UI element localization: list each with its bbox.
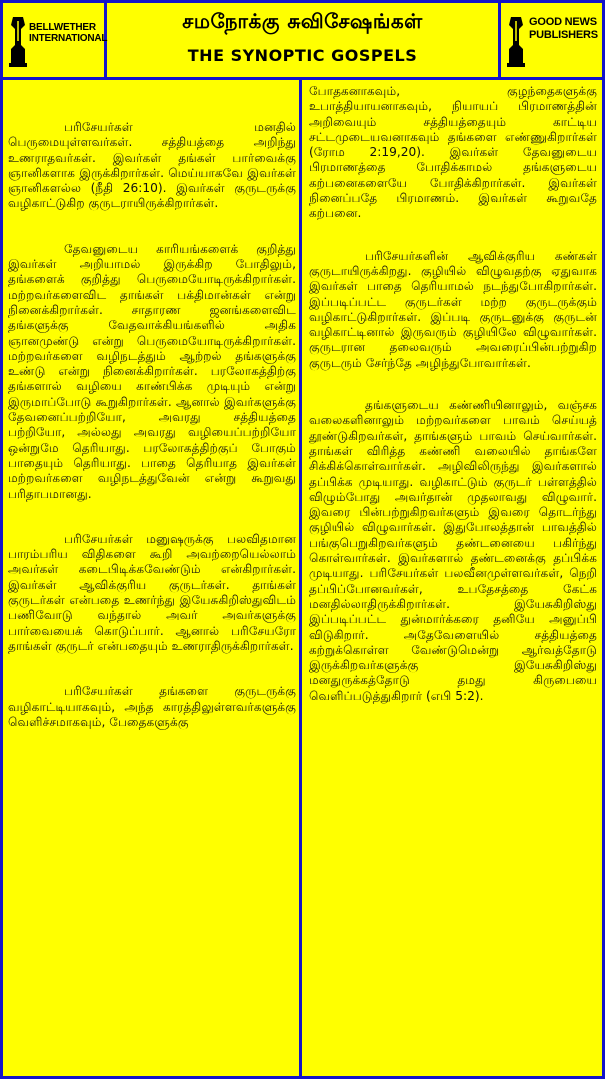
left-column (8, 84, 296, 730)
page-title-english: THE SYNOPTIC GOSPELS (187, 46, 418, 65)
paragraph: பரிசேயர்களின் ஆவிக்குரிய கண்கள் குருடாயிருக்கிறது. குழியில் விழுவதற்கு ஏதுவாக இவர்கள் பாதை தெரியாமல் நடந்துபோகிறார்கள். இப்படிப்பட்ட குருடர்கள் மற்ற குருடருக்கும் வழிகாட்டுகிறார்கள். இப்படி குருடனுக்கு குருடன் வழிகாட்டினால் இருவரும் குழியிலே விழுவார்கள். குருடரான தலைவரும் அவரைப்பின்பற்றுகிற குருடரும் சேர்ந்தே அழிந்துபோவார்கள். (309, 248, 597, 370)
publisher-logo-left (3, 3, 107, 77)
paragraph: பரிசேயர்கள் தங்களை குருடருக்கு வழிகாட்டியாகவும், அந்த காரத்திலுள்ளவர்களுக்கு வெளிச்சமாகவும், பேதைகளுக்கு (8, 684, 296, 729)
page-title-tamil: சமநோக்கு சுவிசேஷங்கள் (182, 9, 423, 33)
header (0, 0, 605, 80)
pen-nib-logo-icon (505, 15, 527, 69)
paragraph: பரிசேயர்கள் மனதில் பெருமையுள்ளவர்கள். சத்தியத்தை அறிந்து உணராதவர்கள். இவர்கள் தங்கள் பார்வைக்கு ஞானிகளாக இருக்கிறார்கள். மெய்யாகவே இவர்கள் ஞானிகளல்ல (நீதி 26:10). இவர்கள் குருடருக்கு வழிகாட்டுகிற குருடராயிருக்கிறார்கள். (8, 120, 296, 211)
publisher-name-right: GOOD NEWS PUBLISHERS (529, 16, 598, 41)
column-divider (299, 80, 302, 1076)
paragraph: பரிசேயர்கள் மனுஷருக்கு பலவிதமான பாரம்பரிய விதிகளை கூறி அவற்றையெல்லாம் அவர்கள் கடைபிடிக்கவேண்டும் என்கிறார்கள். இவர்கள் ஆவிக்குரிய குருடர்கள். தாங்கள் குருடர்கள் என்பதை உணர்ந்து இயேசுகிறிஸ்துவிடம் பணிவோடு வந்தால் அவர் அவர்களுக்கு பார்வையைக் கொடுப்பார். ஆனால் பரிசேயரோ தாங்கள் குருடர் என்பதையும் உணராதிருக்கிறார்கள். (8, 531, 296, 653)
paragraph: தேவனுடைய காரியங்களைக் குறித்து இவர்கள் அறியாமல் இருக்கிற போதிலும், தங்களைக் குறித்து பெருமையோடிருக்கிறார்கள். மற்றவர்களைவிட தாங்கள் பக்திமான்கள் என்று நினைக்கிறார்கள். சாதாரண ஜனங்களைவிட தங்களுக்கு வேதவாக்கியங்களில் அதிக ஞானமுண்டு என்று பெருமையோடிருக்கிறார்கள். மற்றவர்களை வழிநடத்தும் ஆற்றல் தங்களுக்கு உண்டு என்று நினைக்கிறார்கள். பரலோகத்திற்கு தங்களால் வழியை காண்பிக்க முடியும் என்று இருமாப்போடு கூறுகிறார்கள். ஆனால் இவர்களுக்கு தேவனைப்பற்றியோ, அவரது சத்தியத்தை பற்றியோ, அல்லது அவரது வழியைப்பற்றியோ ஒன்றுமே தெரியாது. பரலோகத்திற்குப் போகும் பாதையும் தெரியாது. பாதை தெரியாத இவர்கள் மற்றவர்களை வழிநடத்துவேன் என்று கூறுவது பரிதாபமானது. (8, 241, 296, 501)
pen-nib-logo-icon (7, 15, 29, 69)
paragraph: போதகனாகவும், குழந்தைகளுக்கு உபாத்தியாயனாகவும், நியாயப் பிரமாணத்தின் அறிவையும் சத்தியத்தையும் காட்டிய சட்டமுடையவனாகவும் தங்களை எண்ணுகிறார்கள் (ரோம 2:19,20). இவர்கள் தேவனுடைய பிரமாணத்தை போதிக்காமல் தங்களுடைய கற்பனைகளையே போதிக்கிறார்கள். இவர்கள் நினைப்பதே பிரமாணம். இவர்கள் கூறுவதே கற்பனை. (309, 84, 597, 221)
header-divider (0, 77, 605, 80)
right-column (309, 84, 597, 704)
paragraph: தங்களுடைய கண்ணியினாலும், வஞ்சக வலைகளினாலும் மற்றவர்களை பாவம் செய்யத் தூண்டுகிறவர்கள், தாங்களும் பாவம் செய்வார்கள். தாங்கள் விரித்த கண்ணி வலையில் தாங்களே சிக்கிக்கொள்வார்கள். அழிவிலிருந்து இவர்களால் தப்பிக்க முடியாது. வழிகாட்டும் குருடர் பள்ளத்தில் விழும்போது அவர்தான் முதலாவது விழுவார். இவரை பின்பற்றுகிறவர்களும் இவரை தொடர்ந்து குழியில் விழுவார்கள். இதுபோலத்தான் பாவத்தில் பங்குபெறுகிறவர்களும் தண்டனையை பகிர்ந்து கொள்வார்கள். இவர்களால் தண்டனைக்கு தப்பிக்க முடியாது. பரிசேயர்கள் பலவீனமுள்ளவர்கள், நெறி தப்பிப்போனவர்கள், உபதேசத்தை கேட்க மனதில்லாதிருக்கிறார்கள். இயேசுகிறிஸ்து இப்படிப்பட்ட துன்மார்க்கரை தனியே அனுப்பி விடுகிறார். அதேவேளையில் சத்தியத்தை கற்றுக்கொள்ள வேண்டுமென்று ஆர்வத்தோடு இருக்கிறவர்களுக்கு இயேசுகிறிஸ்து மனதுருக்கத்தோடு தமது கிருபையை வெளிப்படுத்துகிறார் (எபி 5:2). (309, 398, 597, 703)
publisher-name-left: BELLWETHER INTERNATIONAL (29, 22, 108, 44)
publisher-logo-right (498, 3, 602, 77)
title-block (107, 3, 498, 77)
